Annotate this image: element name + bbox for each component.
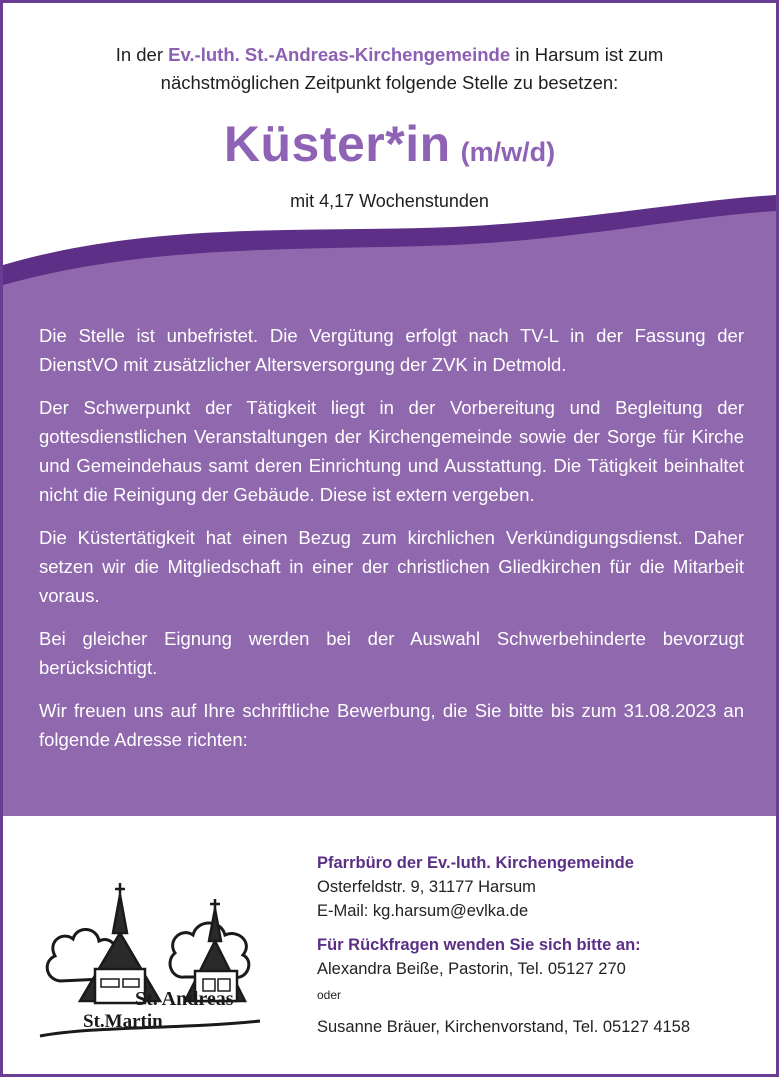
weekly-hours: mit 4,17 Wochenstunden: [290, 191, 489, 211]
paragraph-membership: Die Küstertätigkeit hat einen Bezug zum kirchlichen Verkündigungsdienst. Daher setzen wir die Mitgliedschaft in einer der christlichen Gliedkirchen für die Mitarbeit voraus.: [39, 527, 744, 606]
paragraph-duties: Der Schwerpunkt der Tätigkeit liegt in der Vorbereitung und Begleitung der gottesdienstlichen Veranstaltungen der Kirchengemeinde sowie der Sorge für Kirche und Gemeindehaus samt deren Einrichtung und Ausstattung. Die Tätigkeit beinhaltet nicht die Reinigung der Gebäude. Diese ist extern vergeben.: [39, 397, 744, 505]
logo-text-st-andreas: St. Andreas: [135, 988, 234, 1010]
job-title-gender: (m/w/d): [460, 137, 556, 167]
intro-text: [3, 41, 776, 97]
parish-name: Ev.-luth. St.-Andreas-Kirchengemeinde: [168, 44, 511, 65]
office-address: Osterfeldstr. 9, 31177 Harsum: [317, 878, 536, 896]
or-text: oder: [317, 988, 342, 1002]
contact-block: [317, 851, 757, 1039]
intro-pre: In der: [115, 44, 169, 65]
intro-post: in Harsum ist zum: [510, 44, 664, 65]
logo-text-st-martin: St.Martin: [83, 1011, 163, 1032]
intro-line-1: [3, 41, 776, 69]
contact-person-2: Susanne Bräuer, Kirchenvorstand, Tel. 05127 4158: [317, 1018, 691, 1036]
paragraph-disability-note: Bei gleicher Eignung werden bei der Auswahl Schwerbehinderte bevorzugt berücksichtigt.: [39, 628, 744, 678]
job-title-main: Küster*in: [223, 116, 451, 172]
contact-person-1: Alexandra Beiße, Pastorin, Tel. 05127 270: [317, 960, 626, 978]
spacer: [317, 923, 757, 933]
paragraph-employment-terms: Die Stelle ist unbefristet. Die Vergütung erfolgt nach TV-L in der Fassung der DienstVO mit zusätzlicher Altersversorgung der ZVK in Detmold.: [39, 325, 744, 375]
job-title: [3, 115, 776, 173]
office-email: E-Mail: kg.harsum@evlka.de: [317, 902, 529, 920]
questions-heading: Für Rückfragen wenden Sie sich bitte an:: [317, 936, 641, 954]
wave-divider: [3, 193, 776, 323]
parish-logo: [35, 861, 265, 1051]
intro-line-2: nächstmöglichen Zeitpunkt folgende Stelle zu besetzen:: [160, 72, 619, 93]
paragraph-application: Wir freuen uns auf Ihre schriftliche Bewerbung, die Sie bitte bis zum 31.08.2023 an folgende Adresse richten:: [39, 700, 744, 750]
office-heading: Pfarrbüro der Ev.-luth. Kirchengemeinde: [317, 854, 634, 872]
description-text: [39, 321, 744, 768]
footer-section: [3, 816, 776, 1074]
